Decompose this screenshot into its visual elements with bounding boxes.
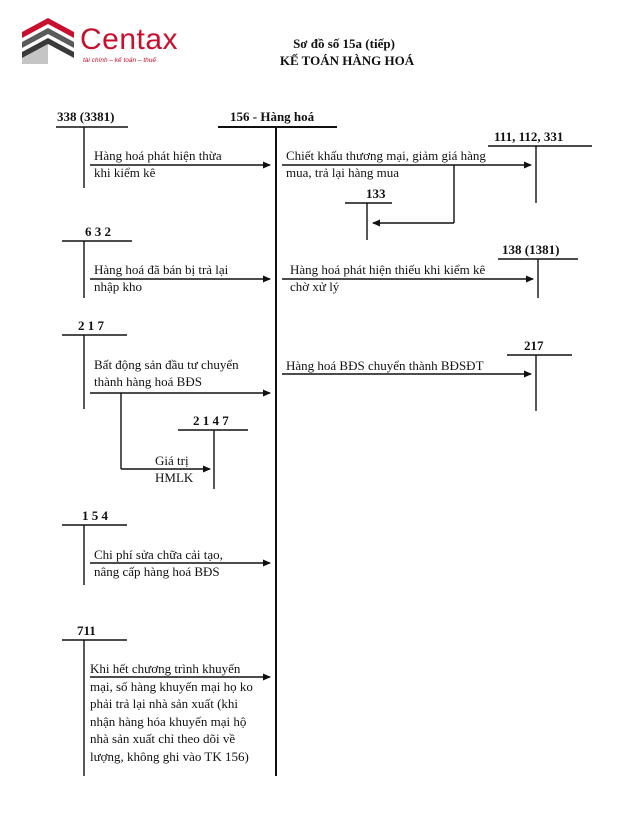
entry-711: Khi hết chương trình khuyến mại, số hàng khuyến mại họ ko phải trả lại nhà sản xuất (khi nhận hàng hóa khuyến mại hộ nhà sản xuất chỉ theo dõi về lượng, không ghi vào TK 156) xyxy=(90,661,253,764)
entry-632: Hàng hoá đã bán bị trả lại nhập kho xyxy=(94,262,229,294)
logo-tagline: tài chính – kế toán – thuế xyxy=(83,57,156,64)
account-154: 1 5 4 xyxy=(82,508,108,523)
entry-2147: Giá trị HMLK xyxy=(155,453,194,485)
account-111-112-331: 111, 112, 331 xyxy=(494,129,564,144)
account-138: 138 (1381) xyxy=(502,242,560,257)
diagram-title: KẾ TOÁN HÀNG HOÁ xyxy=(279,53,415,68)
logo-brand: Centax xyxy=(80,23,179,56)
entry-217: Bất động sản đầu tư chuyển thành hàng hoá BĐS xyxy=(94,357,239,389)
account-338: 338 (3381) xyxy=(57,109,115,124)
entry-217-right: Hàng hoá BĐS chuyển thành BĐSĐT xyxy=(286,358,484,373)
account-217-right: 217 xyxy=(524,338,544,353)
diagram-subtitle: Sơ đồ số 15a (tiếp) xyxy=(293,36,395,51)
center-account-label: 156 - Hàng hoá xyxy=(230,109,315,124)
entry-338: Hàng hoá phát hiện thừa khi kiểm kê xyxy=(94,148,222,180)
account-2147: 2 1 4 7 xyxy=(193,413,229,428)
account-217-left: 2 1 7 xyxy=(78,318,104,333)
entry-138: Hàng hoá phát hiện thiếu khi kiểm kê chờ xử lý xyxy=(290,262,486,294)
account-133: 133 xyxy=(366,186,386,201)
account-711: 711 xyxy=(77,623,96,638)
account-632: 6 3 2 xyxy=(85,224,111,239)
entry-111: Chiết khấu thương mại, giảm giá hàng mua, trả lại hàng mua xyxy=(286,148,486,180)
entry-154: Chi phí sửa chữa cải tạo, nâng cấp hàng hoá BĐS xyxy=(94,547,223,579)
